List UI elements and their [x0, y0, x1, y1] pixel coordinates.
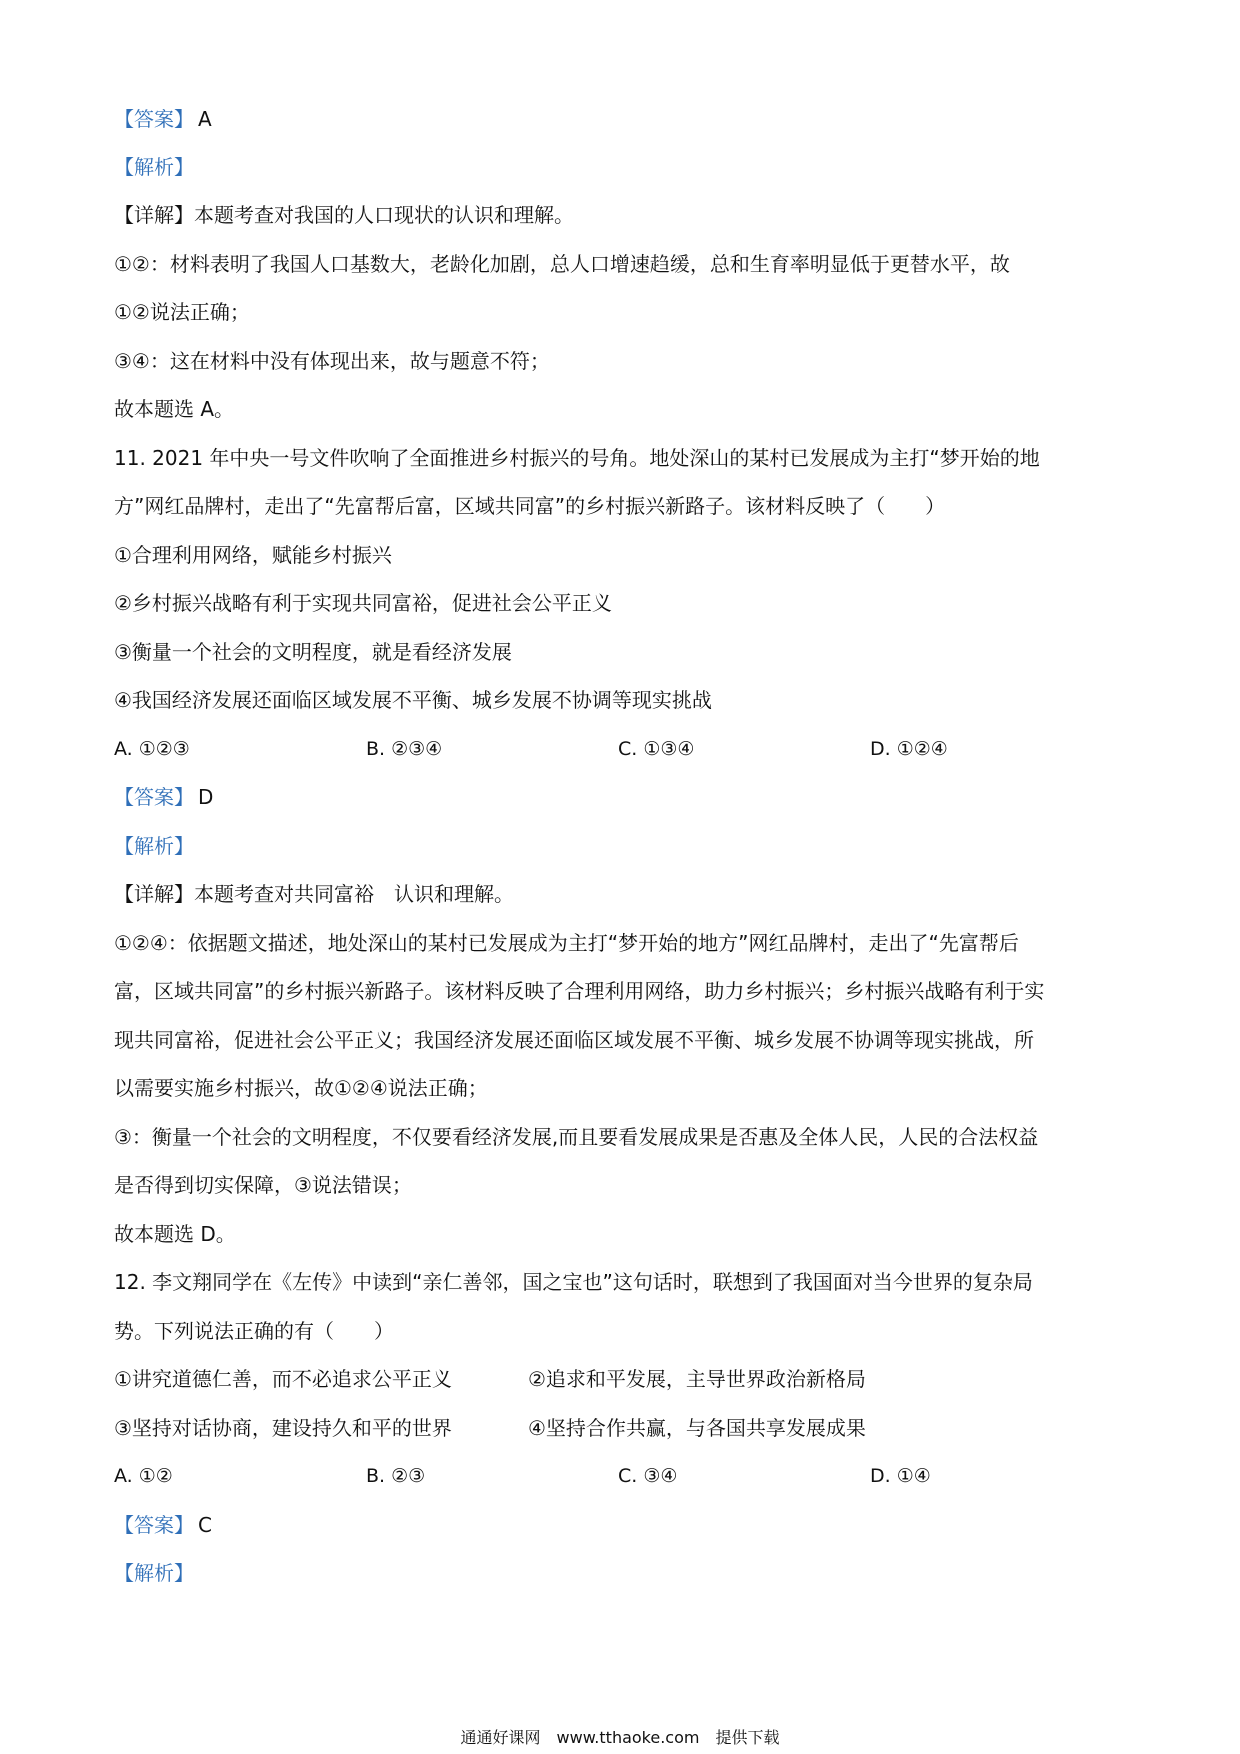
statement-item: ④坚持合作共赢，与各国共享发展成果	[528, 1416, 866, 1440]
answer-value: D	[198, 785, 214, 809]
explanation-line: ①②：材料表明了我国人口基数大，老龄化加剧，总人口增速趋缓，总和生育率明显低于更替水平，故	[114, 252, 1010, 276]
question-stem: 势。下列说法正确的有（ ）	[114, 1319, 394, 1343]
answer-value: A	[198, 107, 212, 131]
detail-text: 本题考查对我国的人口现状的认识和理解。	[194, 203, 574, 227]
explanation-line: 现共同富裕，促进社会公平正义；我国经济发展还面临区域发展不平衡、城乡发展不协调等现实挑战，所	[114, 1028, 1034, 1052]
explanation-line: 故本题选 D。	[114, 1222, 236, 1246]
answer-value: C	[198, 1513, 212, 1537]
answer-tag: 【答案】	[114, 107, 194, 131]
answer-tag: 【答案】	[114, 785, 194, 809]
explanation-line: 故本题选 A。	[114, 397, 235, 421]
analysis-tag: 【解析】	[114, 834, 194, 858]
option-c: C. ③④	[618, 1465, 678, 1487]
option-a: A. ①②	[114, 1465, 173, 1487]
page-footer: 通通好课网 www.tthaoke.com 提供下载	[460, 1728, 780, 1747]
analysis-line	[114, 831, 194, 861]
statement-item: ②追求和平发展，主导世界政治新格局	[528, 1367, 866, 1391]
option-c: C. ①③④	[618, 738, 695, 760]
option-b: B. ②③	[366, 1465, 426, 1487]
analysis-line	[114, 152, 194, 182]
answer-line	[114, 104, 212, 134]
question-stem: 11. 2021 年中央一号文件吹响了全面推进乡村振兴的号角。地处深山的某村已发展成为主打“梦开始的地	[114, 446, 1040, 470]
option-a: A. ①②③	[114, 738, 190, 760]
detail-tag: 【详解】	[114, 203, 194, 227]
analysis-line	[114, 1558, 194, 1588]
statement-item: ④我国经济发展还面临区域发展不平衡、城乡发展不协调等现实挑战	[114, 688, 712, 712]
explanation-line: ③：衡量一个社会的文明程度，不仅要看经济发展,而且要看发展成果是否惠及全体人民，人民的合法权益	[114, 1125, 1039, 1149]
explanation-line: ①②说法正确；	[114, 300, 250, 324]
analysis-tag: 【解析】	[114, 155, 194, 179]
option-d: D. ①④	[870, 1465, 931, 1487]
explanation-line: 富，区域共同富”的乡村振兴新路子。该材料反映了合理利用网络，助力乡村振兴；乡村振兴战略有利于实	[114, 979, 1045, 1003]
statement-item: ②乡村振兴战略有利于实现共同富裕，促进社会公平正义	[114, 591, 612, 615]
detail-text: 本题考查对共同富裕 认识和理解。	[194, 882, 514, 906]
statement-item: ③坚持对话协商，建设持久和平的世界	[114, 1416, 452, 1440]
answer-tag: 【答案】	[114, 1513, 194, 1537]
question-stem: 12. 李文翔同学在《左传》中读到“亲仁善邻，国之宝也”这句话时，联想到了我国面对当今世界的复杂局	[114, 1270, 1033, 1294]
analysis-tag: 【解析】	[114, 1561, 194, 1585]
detail-line	[114, 879, 514, 909]
statement-item: ③衡量一个社会的文明程度，就是看经济发展	[114, 640, 512, 664]
explanation-line: ③④：这在材料中没有体现出来，故与题意不符；	[114, 349, 550, 373]
statement-item: ①合理利用网络，赋能乡村振兴	[114, 543, 392, 567]
option-d: D. ①②④	[870, 738, 948, 760]
answer-line	[114, 782, 213, 812]
explanation-line: 以需要实施乡村振兴，故①②④说法正确；	[114, 1076, 488, 1100]
answer-line	[114, 1510, 212, 1540]
option-b: B. ②③④	[366, 738, 443, 760]
detail-line	[114, 200, 574, 230]
detail-tag: 【详解】	[114, 882, 194, 906]
statement-item: ①讲究道德仁善，而不必追求公平正义	[114, 1367, 452, 1391]
explanation-line: ①②④：依据题文描述，地处深山的某村已发展成为主打“梦开始的地方”网红品牌村，走出了“先富帮后	[114, 931, 1019, 955]
explanation-line: 是否得到切实保障，③说法错误；	[114, 1173, 412, 1197]
question-stem: 方”网红品牌村，走出了“先富帮后富，区域共同富”的乡村振兴新路子。该材料反映了（ ）	[114, 494, 946, 518]
